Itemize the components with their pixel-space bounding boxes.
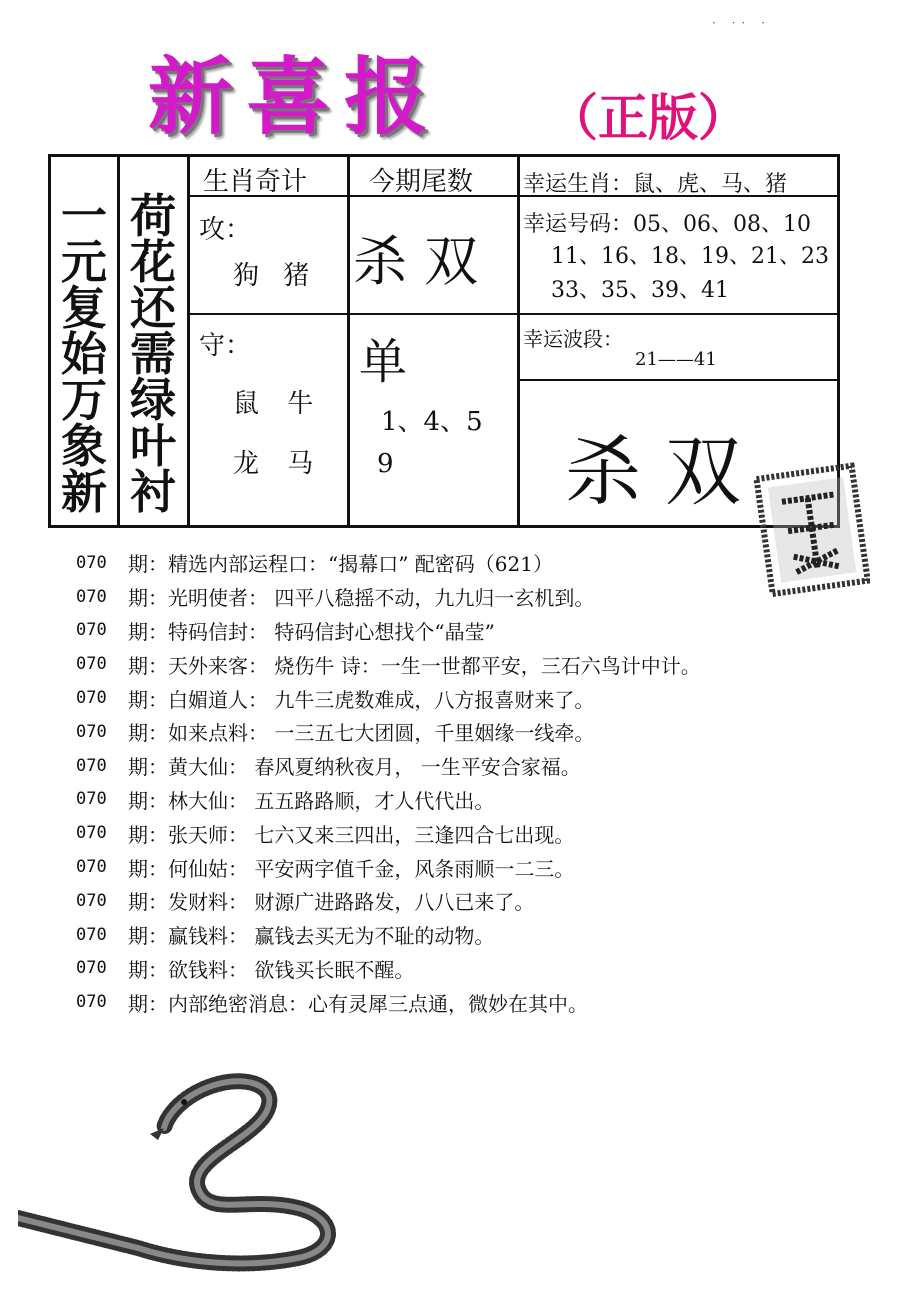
- period-unit: 期：: [128, 991, 168, 1016]
- slogan-left: 一元复始万象新: [61, 189, 107, 519]
- prediction-row: [76, 918, 876, 952]
- page-title: 新喜报: [148, 47, 443, 146]
- prediction-text: 光明使者： 四平八稳摇不动，九九归一玄机到。: [168, 586, 595, 611]
- prediction-row: [76, 614, 876, 648]
- prediction-row: [76, 952, 876, 986]
- prediction-text: 张天师： 七六又来三四出，三逢四合七出现。: [168, 822, 575, 847]
- period-unit: 期：: [128, 687, 168, 712]
- period-number: 070: [76, 552, 107, 573]
- prediction-text: 精选内部运程口：“揭幕口” 配密码（621）: [168, 552, 553, 577]
- prediction-text: 内部绝密消息：心有灵犀三点通，微妙在其中。: [168, 991, 588, 1016]
- prediction-text: 天外来客： 烧伤牛 诗：一生一世都平安，三石六鸟计中计。: [168, 653, 701, 678]
- slogan-right: 荷花还需绿叶衬: [130, 189, 176, 519]
- single-numbers: 1、4、5: [381, 407, 483, 437]
- lucky-numbers-line3: 33、35、39、41: [551, 278, 729, 303]
- prediction-text: 黄大仙： 春风夏纳秋夜月， 一生平安合家福。: [168, 755, 581, 780]
- prediction-text: 特码信封： 特码信封心想找个“晶莹”: [168, 619, 495, 644]
- prediction-text: 如来点料： 一三五七大团圆，千里姻缘一线牵。: [168, 721, 595, 746]
- lucky-numbers-line1: 幸运号码：05、06、08、10: [523, 212, 811, 237]
- prediction-list: [76, 546, 876, 1019]
- single-numbers-extra: 9: [377, 449, 394, 479]
- grid-divider: [347, 157, 350, 525]
- period-number: 070: [76, 823, 107, 844]
- prediction-row: [76, 647, 876, 681]
- period-number: 070: [76, 586, 107, 607]
- period-unit: 期：: [128, 924, 168, 949]
- prediction-row: [76, 816, 876, 850]
- attack-label: 攻：: [199, 215, 252, 245]
- tail-header: 今期尾数: [369, 167, 474, 197]
- period-number: 070: [76, 924, 107, 945]
- big-kill-label: 杀 双: [565, 427, 742, 516]
- period-unit: 期：: [128, 619, 168, 644]
- prediction-text: 发财料： 财源广进路路发，八八已来了。: [168, 890, 535, 915]
- defend-line1: 鼠 牛: [233, 389, 324, 419]
- prediction-row: [76, 546, 876, 580]
- period-number: 070: [76, 721, 107, 742]
- defend-line2: 龙 马: [233, 449, 324, 479]
- period-number: 070: [76, 620, 107, 641]
- period-number: 070: [76, 688, 107, 709]
- period-number: 070: [76, 654, 107, 675]
- period-number: 070: [76, 755, 107, 776]
- prediction-text: 欲钱料： 欲钱买长眠不醒。: [168, 957, 415, 982]
- prediction-row: [76, 884, 876, 918]
- period-unit: 期：: [128, 586, 168, 611]
- period-unit: 期：: [128, 822, 168, 847]
- period-number: 070: [76, 958, 107, 979]
- grid-divider: [187, 313, 837, 315]
- grid-divider: [517, 157, 520, 525]
- period-number: 070: [76, 789, 107, 810]
- period-number: 070: [76, 857, 107, 878]
- tail-kill-label: 杀 双: [353, 230, 479, 293]
- prediction-row: [76, 580, 876, 614]
- prediction-row: [76, 985, 876, 1019]
- period-unit: 期：: [128, 653, 168, 678]
- period-unit: 期：: [128, 552, 168, 577]
- period-unit: 期：: [128, 755, 168, 780]
- grid-divider: [517, 379, 837, 381]
- prediction-row: [76, 749, 876, 783]
- period-unit: 期：: [128, 890, 168, 915]
- lucky-wave-range: 21——41: [635, 349, 717, 370]
- period-unit: 期：: [128, 788, 168, 813]
- lucky-wave-label: 幸运波段：: [523, 327, 623, 351]
- lucky-numbers-line2: 11、16、18、19、21、23: [551, 244, 829, 269]
- prediction-text: 白媚道人： 九牛三虎数难成，八方报喜财来了。: [168, 687, 595, 712]
- prediction-text: 何仙姑： 平安两字值千金，风条雨顺一二三。: [168, 856, 575, 881]
- prediction-text: 赢钱料： 赢钱去买无为不耻的动物。: [168, 924, 495, 949]
- lucky-zodiac: 幸运生肖：鼠、虎、马、猪: [523, 172, 788, 197]
- info-grid: [48, 154, 840, 528]
- single-label: 单: [359, 334, 408, 390]
- grid-divider: [187, 157, 190, 525]
- period-unit: 期：: [128, 721, 168, 746]
- prediction-row: [76, 681, 876, 715]
- prediction-row: [76, 783, 876, 817]
- prediction-row: [76, 715, 876, 749]
- zodiac-header: 生肖奇计: [203, 167, 308, 197]
- period-number: 070: [76, 992, 107, 1013]
- period-unit: 期：: [128, 957, 168, 982]
- grid-divider: [117, 157, 120, 525]
- prediction-row: [76, 850, 876, 884]
- prediction-text: 林大仙： 五五路路顺，才人代代出。: [168, 788, 495, 813]
- snake-icon: [18, 1068, 348, 1288]
- period-unit: 期：: [128, 856, 168, 881]
- defend-label: 守：: [199, 331, 252, 361]
- corner-marks: · ·· ·: [712, 16, 771, 30]
- period-number: 070: [76, 890, 107, 911]
- snake-illustration: [18, 1068, 348, 1288]
- edition-label: （正版）: [548, 88, 748, 147]
- attack-values: 狗 猪: [233, 261, 318, 291]
